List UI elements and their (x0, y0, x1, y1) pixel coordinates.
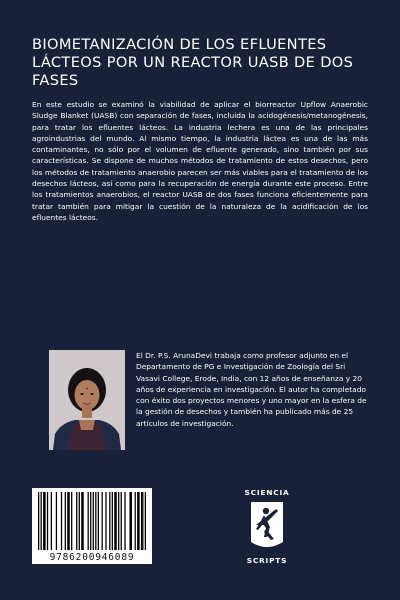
barcode-bar (137, 492, 140, 550)
book-title: BIOMETANIZACIÓN DE LOS EFLUENTES LÁCTEOS POR UN REACTOR UASB DE DOS FASES (32, 36, 354, 89)
publisher-emblem-icon (244, 499, 290, 553)
barcode-bar (142, 492, 143, 550)
barcode-bar (121, 492, 122, 550)
book-abstract: En este estudio se examinó la viabilidad de aplicar el biorreactor Upflow Anaerobic Sludge Blanket (UASB) con separación de fases, incluida la acidogénesis/metanogénesis, para tratar los efluentes lácteos. La industria lechera es una de las principales agroindustrias del mundo. Al mismo tiempo, la industria láctea es una de las más contaminantes, no sólo por el volumen de efluente generado, sino también por sus características. Se dispone de muchos métodos de tratamiento de estos desechos, pero los métodos de tratamiento anaerobio parecen ser más viables para el tratamiento de los desechos lácteos, así como para la recuperación de energía durante este proceso. Entre los tratamientos anaerobios, el reactor UASB de dos fases funciona eficientemente para tratar también para mitigar la cuestión de la naturaleza de la acidificación de los efluentes lácteos. (32, 100, 368, 222)
barcode-bar (118, 492, 119, 550)
barcode-bar (43, 492, 46, 550)
barcode-bar (109, 492, 110, 550)
barcode-bar (124, 492, 125, 550)
barcode-bar (98, 492, 99, 550)
author-bio: El Dr. P.S. ArunaDevi trabaja como profesor adjunto en el Departamento de PG e Investigación de Zoología del Sri Vasavi College, Erode, India, con 12 años de enseñanza y 20 años de experiencia en investigación. El autor ha completado con éxito dos proyectos menores y uno mayor en la esfera de la gestión de desechos y también ha publicado más de 25 artículos de investigación. (136, 351, 367, 428)
barcode-bar (88, 492, 89, 550)
barcode-bar (79, 492, 80, 550)
barcode-bar (145, 492, 146, 550)
barcode-bar (135, 492, 136, 550)
publisher-name-top: SCIENCIA (244, 488, 290, 497)
barcode-bar (67, 492, 70, 550)
barcode-bar (56, 492, 57, 550)
isbn-barcode (32, 488, 152, 564)
barcode-bar (102, 492, 103, 550)
barcode-bar (61, 492, 62, 550)
barcode-bar (114, 492, 117, 550)
author-photo (49, 350, 125, 450)
barcode-bar (65, 492, 66, 550)
barcode-bar (93, 492, 94, 550)
isbn-number: 9786200946089 (49, 552, 135, 563)
barcode-bar (47, 492, 48, 550)
barcode-bar (81, 492, 84, 550)
barcode-bar (112, 492, 113, 550)
barcode-bar (76, 492, 77, 550)
barcode-bar (41, 492, 42, 550)
barcode-bar (95, 492, 96, 550)
barcode-bars (38, 492, 146, 550)
barcode-bar (90, 492, 91, 550)
barcode-bar (141, 492, 142, 550)
barcode-bar (129, 492, 132, 550)
barcode-bar (38, 492, 39, 550)
publisher-name-bottom: SCRIPTS (246, 556, 288, 565)
barcode-bar (51, 492, 52, 550)
barcode-bar (71, 492, 72, 550)
barcode-bar (105, 492, 106, 550)
sciencia-scripts-logo (244, 488, 290, 566)
